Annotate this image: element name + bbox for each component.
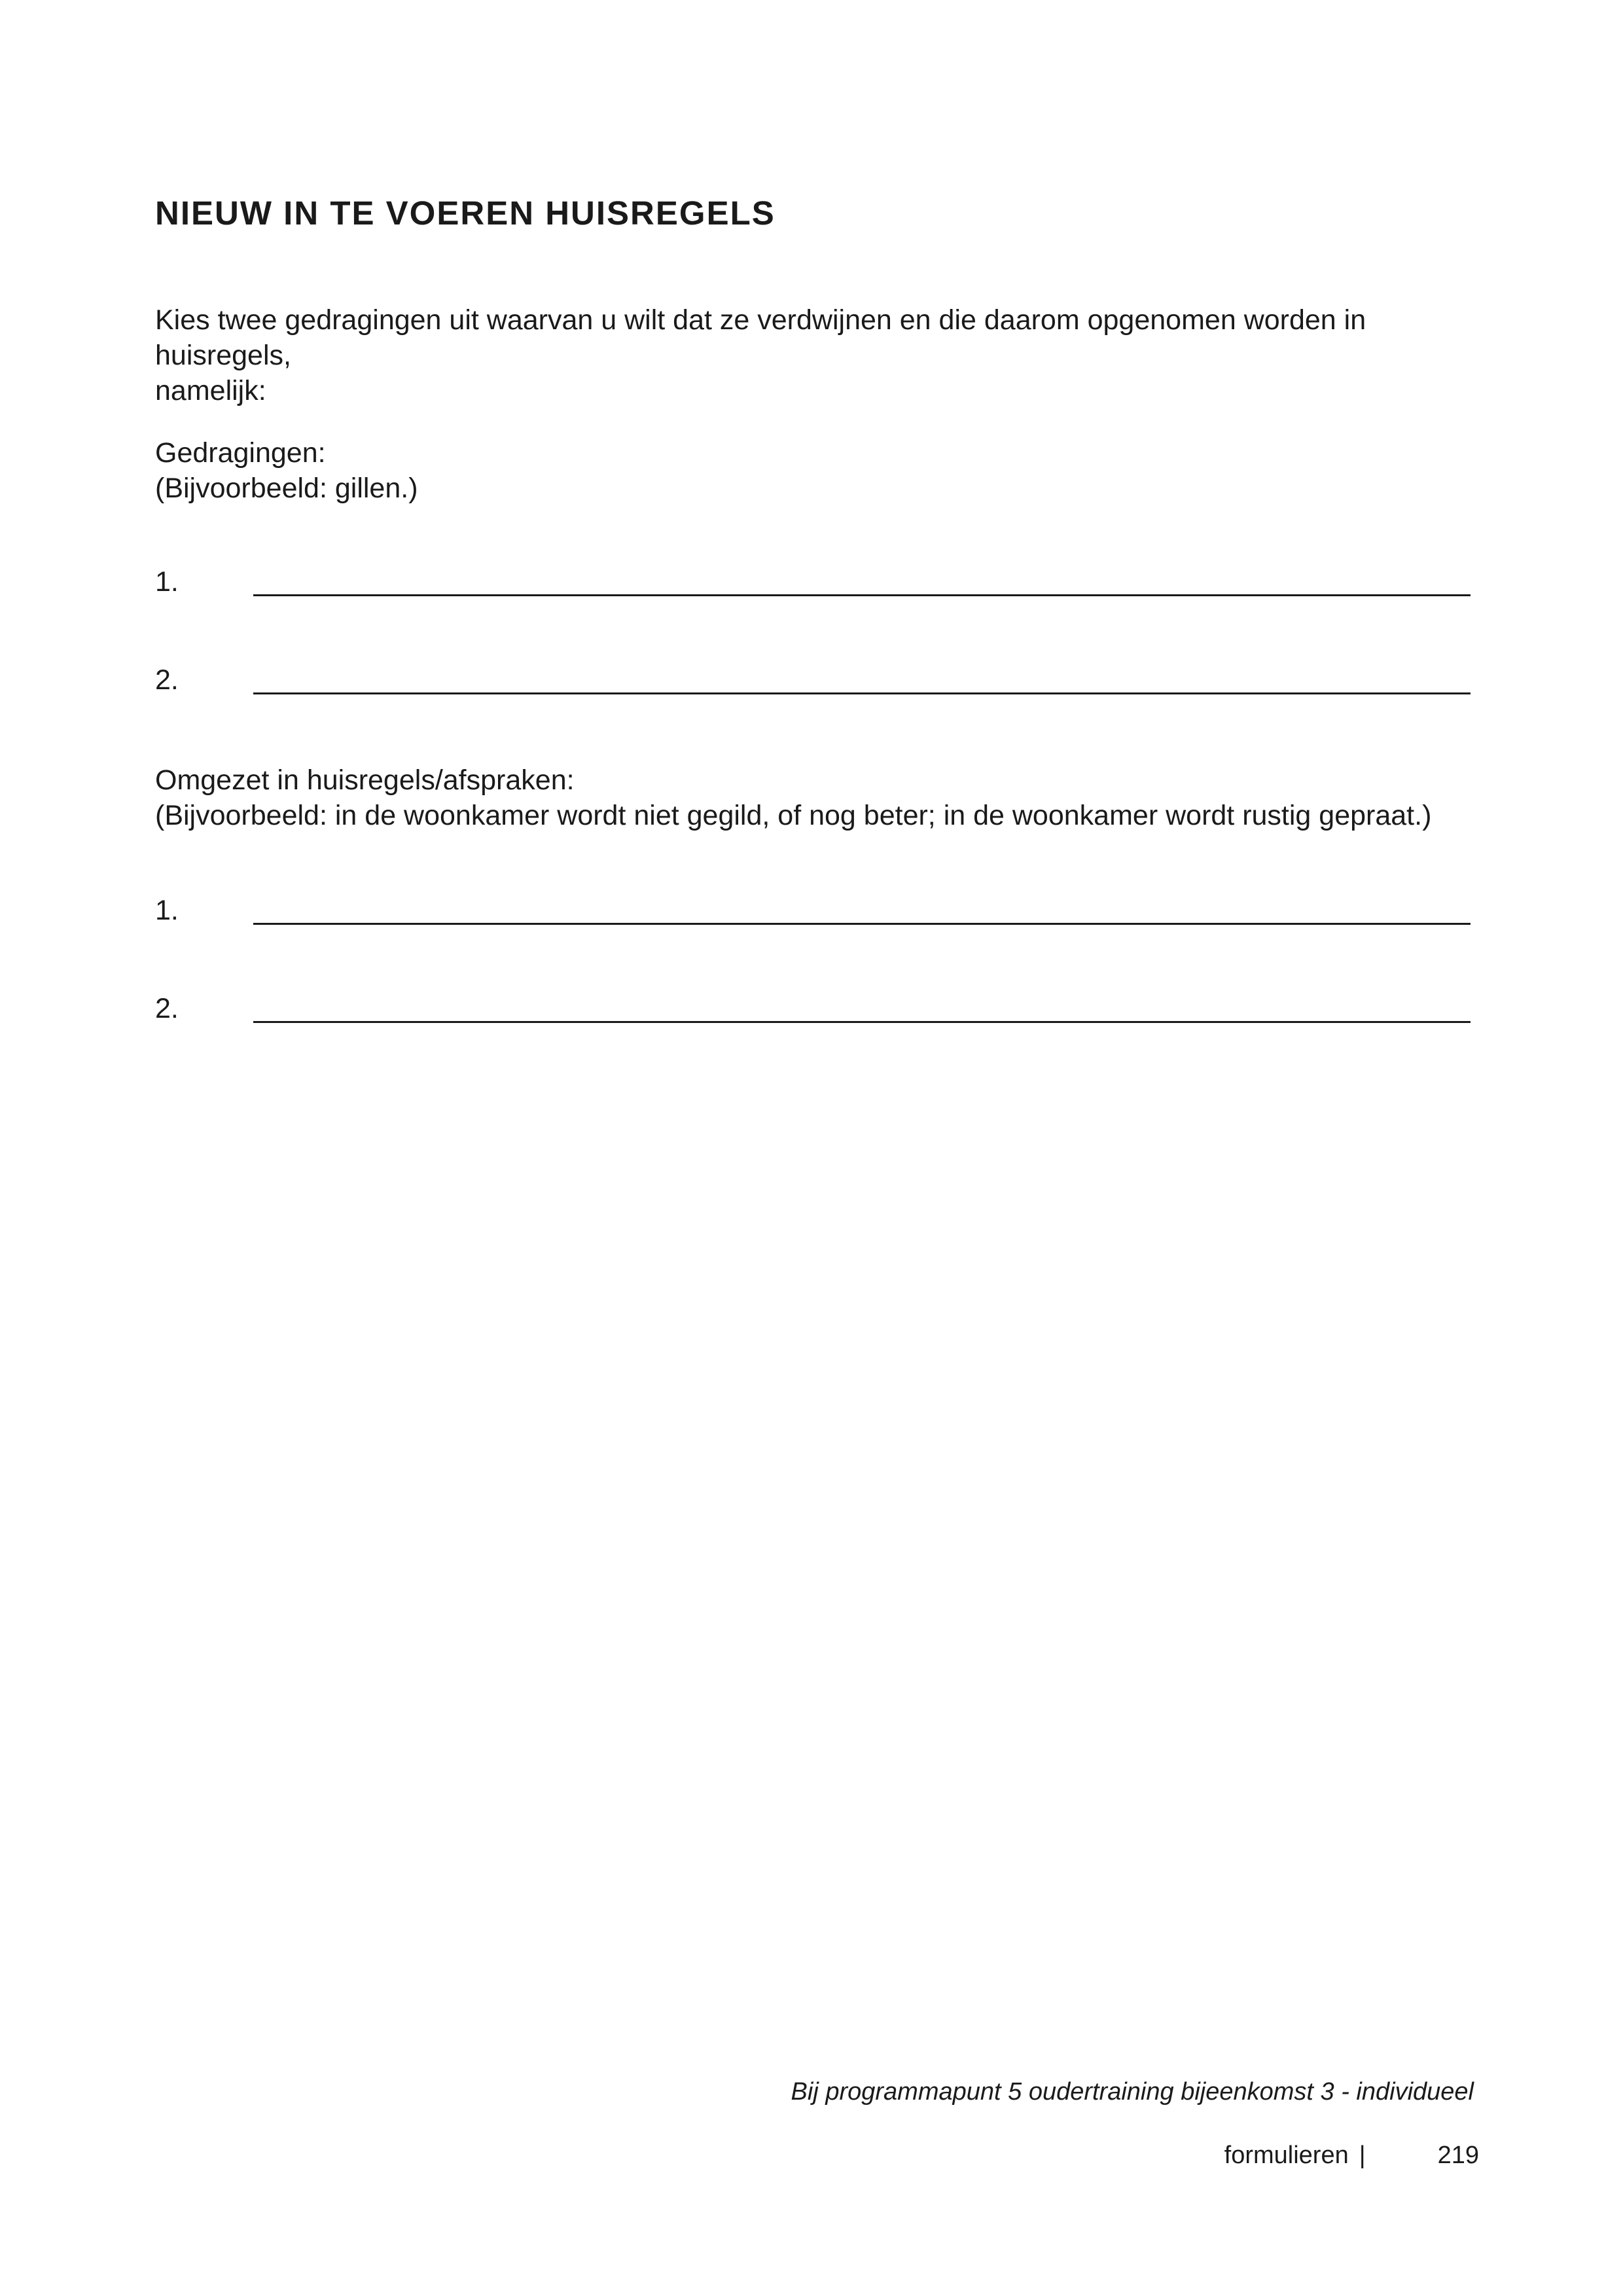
huisregel-row-1 — [155, 893, 1471, 932]
huisregel-input-2[interactable] — [253, 1021, 1471, 1023]
huisregel-number-2: 2. — [155, 993, 179, 1024]
huisregel-number-1: 1. — [155, 895, 179, 926]
footer-section: formulieren — [1224, 2142, 1349, 2169]
huisregels-label: Omgezet in huisregels/afspraken: — [155, 764, 575, 796]
gedragingen-label: Gedragingen: — [155, 437, 326, 469]
footer-note: Bij programmapunt 5 oudertraining bijeenkomst 3 - individueel — [791, 2078, 1474, 2106]
page-title: NIEUW IN TE VOEREN HUISREGELS — [155, 194, 776, 232]
gedragingen-example: (Bijvoorbeeld: gillen.) — [155, 473, 418, 504]
page-footer — [1224, 2142, 1479, 2170]
huisregels-example: (Bijvoorbeeld: in de woonkamer wordt niet gegild, of nog beter; in de woonkamer wordt rustig gepraat.) — [155, 800, 1432, 831]
huisregel-row-2 — [155, 991, 1471, 1030]
gedraging-number-1: 1. — [155, 566, 179, 598]
footer-separator: | — [1359, 2142, 1366, 2169]
gedraging-input-1[interactable] — [253, 594, 1471, 596]
gedraging-input-2[interactable] — [253, 692, 1471, 694]
gedraging-number-2: 2. — [155, 664, 179, 696]
gedragingen-section — [155, 435, 1490, 506]
intro-line-2: namelijk: — [155, 375, 266, 406]
intro-line-1: Kies twee gedragingen uit waarvan u wilt dat ze verdwijnen en die daarom opgenomen worden in huisregels, — [155, 304, 1366, 371]
huisregel-input-1[interactable] — [253, 923, 1471, 925]
page-number: 219 — [1437, 2142, 1479, 2169]
intro-text — [155, 302, 1490, 408]
gedraging-row-2 — [155, 662, 1471, 702]
huisregels-section — [155, 762, 1490, 833]
gedraging-row-1 — [155, 564, 1471, 603]
